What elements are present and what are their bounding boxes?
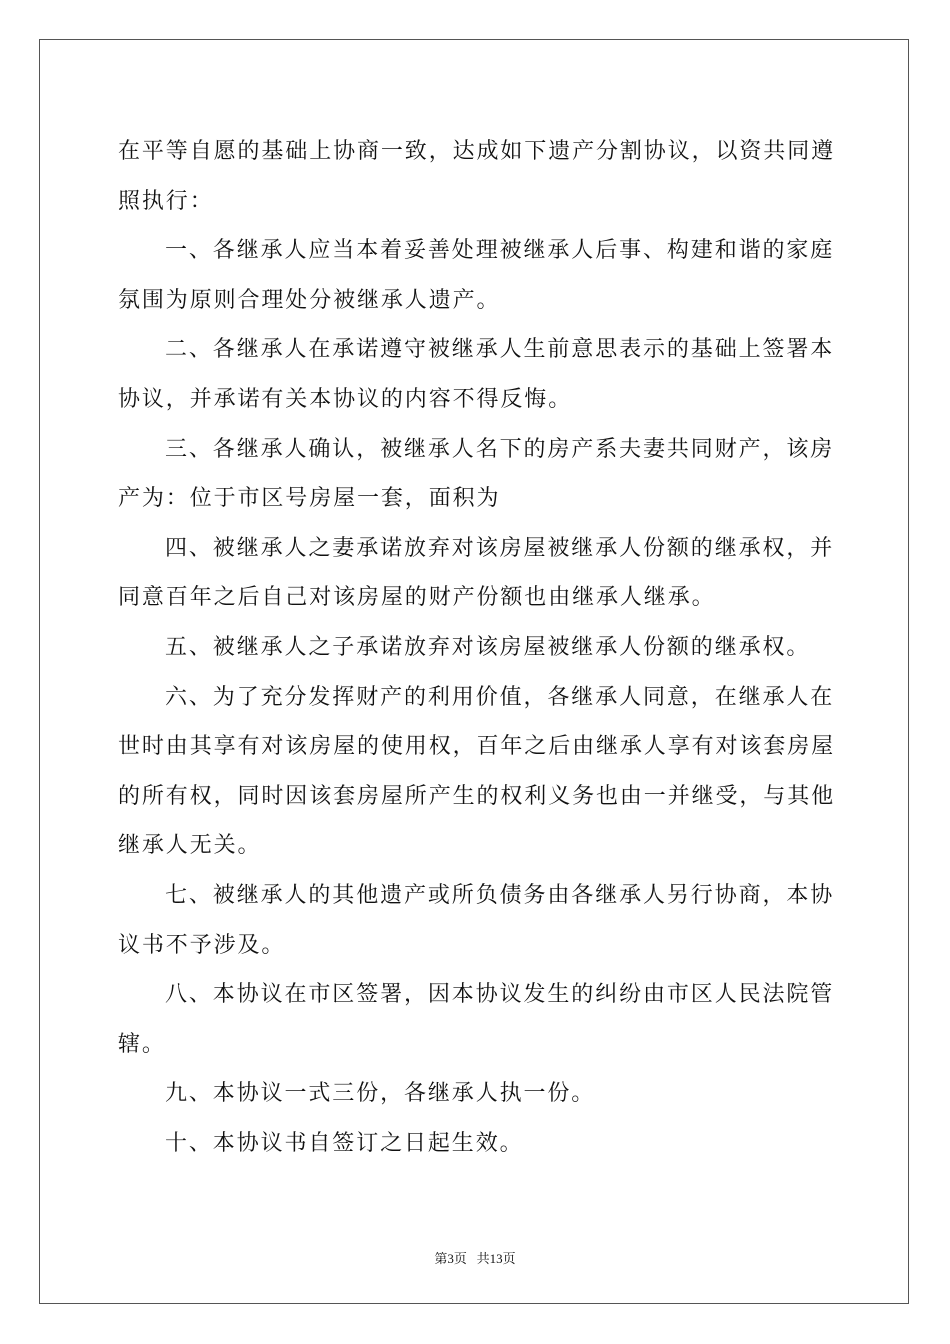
clause-8-line: 八、本协议在市区签署，因本协议发生的纠纷由市区人民法院管 [165, 982, 835, 1008]
clause-3-line: 三、各继承人确认，被继承人名下的房产系夫妻共同财产，该房 [165, 436, 835, 462]
clause-1-line: 一、各继承人应当本着妥善处理被继承人后事、构建和谐的家庭 [165, 238, 835, 264]
clause-4-line: 四、被继承人之妻承诺放弃对该房屋被继承人份额的继承权，并 [165, 535, 835, 561]
clause-7-line: 议书不予涉及。 [118, 932, 286, 958]
clause-5-line: 五、被继承人之子承诺放弃对该房屋被继承人份额的继承权。 [165, 634, 811, 660]
clause-3-line: 产为：位于市区号房屋一套，面积为 [118, 486, 501, 512]
page-number: 第3页 [434, 1251, 467, 1266]
body-line: 照执行： [118, 188, 214, 214]
page-total: 共13页 [476, 1251, 516, 1266]
page-footer [0, 1248, 950, 1267]
clause-9-line: 九、本协议一式三份，各继承人执一份。 [165, 1081, 596, 1107]
clause-10-line: 十、本协议书自签订之日起生效。 [165, 1130, 524, 1156]
clause-2-line: 二、各继承人在承诺遵守被继承人生前意思表示的基础上签署本 [165, 337, 835, 363]
clause-8-line: 辖。 [118, 1031, 166, 1057]
clause-6-line: 六、为了充分发挥财产的利用价值，各继承人同意，在继承人在 [165, 684, 835, 710]
body-line: 在平等自愿的基础上协商一致，达成如下遗产分割协议，以资共同遵 [118, 139, 836, 164]
clause-6-line: 继承人无关。 [118, 833, 262, 859]
clause-6-line: 世时由其享有对该房屋的使用权，百年之后由继承人享有对该套房屋 [118, 734, 836, 760]
document-body [118, 127, 834, 1168]
clause-4-line: 同意百年之后自己对该房屋的财产份额也由继承人继承。 [118, 585, 716, 611]
clause-6-line: 的所有权，同时因该套房屋所产生的权利义务也由一并继受，与其他 [118, 783, 836, 809]
clause-1-line: 氛围为原则合理处分被继承人遗产。 [118, 287, 501, 313]
clause-7-line: 七、被继承人的其他遗产或所负债务由各继承人另行协商，本协 [165, 882, 835, 908]
clause-2-line: 协议，并承诺有关本协议的内容不得反悔。 [118, 386, 573, 412]
